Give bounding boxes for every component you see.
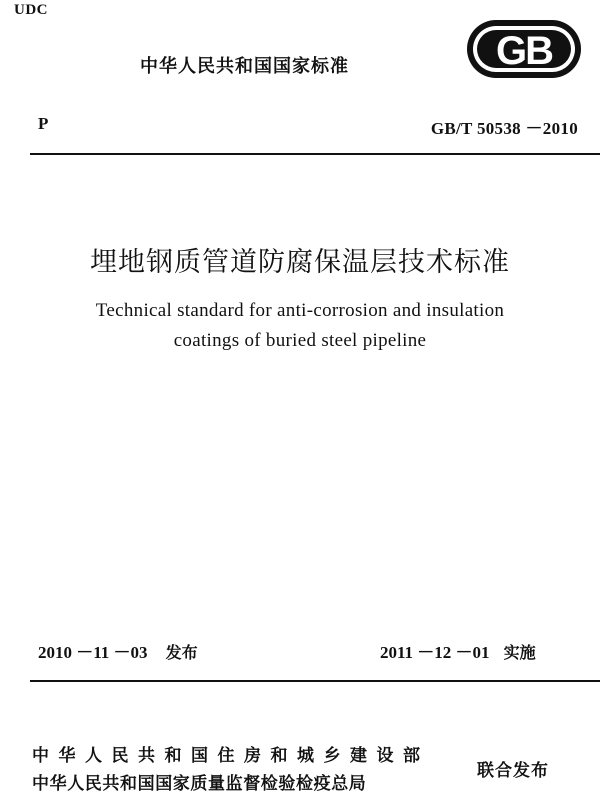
title-chinese: 埋地钢质管道防腐保温层技术标准 bbox=[90, 247, 510, 278]
implement-date-block bbox=[380, 638, 536, 663]
implement-date: 2011 －12 －01 bbox=[380, 643, 490, 662]
national-standard-heading: 中华人民共和国国家标准 bbox=[140, 56, 349, 77]
implement-label: 实施 bbox=[503, 643, 536, 662]
issuer-ministry: 中华人民共和国住房和城乡建设部 bbox=[32, 746, 430, 766]
bottom-divider bbox=[30, 680, 600, 682]
issue-date: 2010 －11 －03 bbox=[38, 643, 148, 662]
joint-issue-label: 联合发布 bbox=[477, 761, 549, 781]
issue-date-block bbox=[38, 638, 198, 663]
title-english-line1: Technical standard for anti-corrosion and insulation bbox=[95, 300, 505, 321]
issuer-aqsiq: 中华人民共和国国家质量监督检验检疫总局 bbox=[32, 774, 367, 794]
svg-text:GB: GB bbox=[496, 29, 552, 73]
title-english-line2: coatings of buried steel pipeline bbox=[173, 330, 427, 351]
udc-label: UDC bbox=[14, 2, 48, 18]
top-divider bbox=[30, 153, 600, 155]
standard-number: GB/T 50538 －2010 bbox=[430, 119, 578, 138]
classification-code: P bbox=[38, 114, 49, 133]
gb-logo-icon bbox=[465, 17, 583, 81]
issue-label: 发布 bbox=[165, 643, 198, 662]
